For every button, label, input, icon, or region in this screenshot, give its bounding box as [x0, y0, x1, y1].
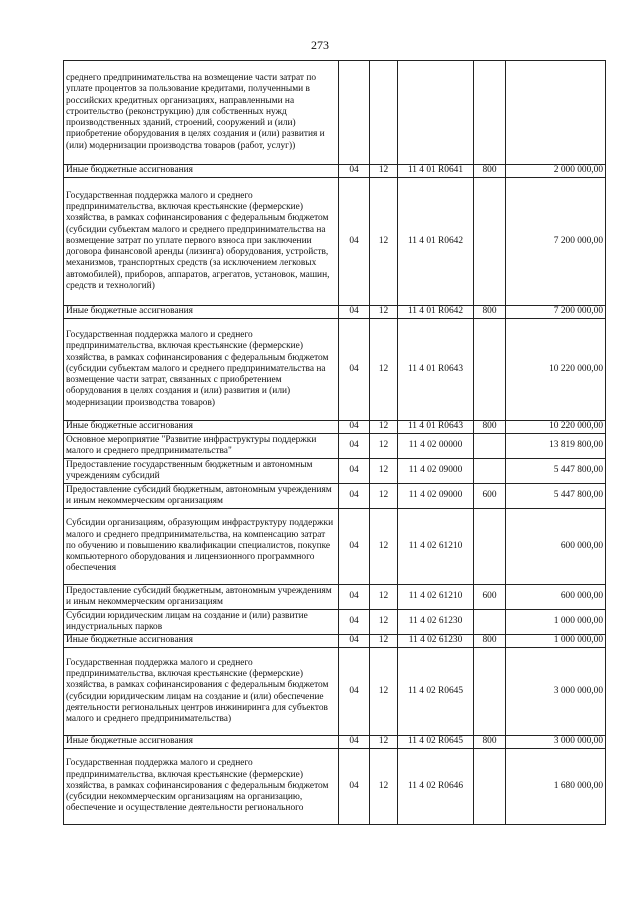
- table-row: [64, 648, 606, 736]
- row-description: Субсидии организациям, образующим инфраструктуру поддержки малого и среднего предпринимательства, на компенсацию затрат по обучению и повышению квалификации специалистов, покупке компьютерного оборудования и лицензионного программного обеспечения: [64, 509, 339, 585]
- row-description: Государственная поддержка малого и среднего предпринимательства, включая крестьянские (фермерские) хозяйства, в рамках софинансирования с федеральным бюджетом (субсидии субъектам малого и среднего предпринимательства на возмещение части затрат, связанных с приобретением оборудования в целях создания и (или) развития и (или) модернизации производства товаров): [64, 319, 339, 421]
- row-amount: 10 220 000,00: [506, 319, 606, 421]
- table-row: [64, 178, 606, 306]
- row-amount: 1 680 000,00: [506, 749, 606, 825]
- row-amount: 7 200 000,00: [506, 178, 606, 306]
- row-type: [474, 610, 506, 635]
- row-type: 800: [474, 165, 506, 178]
- row-subsection: 12: [370, 459, 398, 484]
- row-description: среднего предпринимательства на возмещение части затрат по уплате процентов за пользование кредитами, полученными в российских кредитных организациях, направленными на строительство (реконструкцию) для собственных нужд производственных зданий, строений, сооружений и (или) приобретение оборудования в целях создания и (или) развития и (или) модернизации производства товаров (работ, услуг)): [64, 61, 339, 165]
- row-amount: 600 000,00: [506, 585, 606, 610]
- table-row: [64, 434, 606, 459]
- row-target: 11 4 01 R0641: [398, 165, 474, 178]
- row-description: Предоставление субсидий бюджетным, автономным учреждениям и иным некоммерческим организациям: [64, 585, 339, 610]
- page-number: 273: [311, 38, 329, 52]
- row-section: [339, 61, 370, 165]
- row-section: 04: [339, 648, 370, 736]
- row-target: 11 4 01 R0643: [398, 421, 474, 434]
- row-section: 04: [339, 178, 370, 306]
- row-subsection: 12: [370, 736, 398, 749]
- budget-table: [63, 60, 606, 825]
- row-type: [474, 749, 506, 825]
- row-target: 11 4 02 R0646: [398, 749, 474, 825]
- row-description: Предоставление государственным бюджетным и автономным учреждениям субсидий: [64, 459, 339, 484]
- row-type: [474, 319, 506, 421]
- row-description: Иные бюджетные ассигнования: [64, 165, 339, 178]
- table-row: [64, 484, 606, 509]
- row-subsection: 12: [370, 484, 398, 509]
- row-amount: 5 447 800,00: [506, 459, 606, 484]
- table-row: [64, 610, 606, 635]
- row-type: [474, 178, 506, 306]
- row-amount: 3 000 000,00: [506, 648, 606, 736]
- row-target: 11 4 02 61210: [398, 509, 474, 585]
- row-section: 04: [339, 585, 370, 610]
- row-description: Государственная поддержка малого и среднего предпринимательства, включая крестьянские (фермерские) хозяйства, в рамках софинансирования с федеральным бюджетом (субсидии субъектам малого и среднего предпринимательства на возмещение затрат по уплате первого взноса при заключении договора финансовой аренды (лизинга) оборудования, устройств, механизмов, транспортных средств (за исключением легковых автомобилей), приборов, аппаратов, агрегатов, установок, машин, средств и технологий): [64, 178, 339, 306]
- row-section: 04: [339, 165, 370, 178]
- row-description: Иные бюджетные ассигнования: [64, 306, 339, 319]
- row-section: 04: [339, 421, 370, 434]
- row-target: [398, 61, 474, 165]
- row-amount: 600 000,00: [506, 509, 606, 585]
- row-type: [474, 459, 506, 484]
- row-type: [474, 648, 506, 736]
- row-subsection: 12: [370, 635, 398, 648]
- table-row: [64, 509, 606, 585]
- row-amount: 7 200 000,00: [506, 306, 606, 319]
- row-description: Иные бюджетные ассигнования: [64, 736, 339, 749]
- row-section: 04: [339, 736, 370, 749]
- row-type: [474, 509, 506, 585]
- row-description: Субсидии юридическим лицам на создание и (или) развитие индустриальных парков: [64, 610, 339, 635]
- row-section: 04: [339, 434, 370, 459]
- row-amount: 1 000 000,00: [506, 635, 606, 648]
- row-amount: 3 000 000,00: [506, 736, 606, 749]
- row-target: 11 4 01 R0643: [398, 319, 474, 421]
- row-amount: 1 000 000,00: [506, 610, 606, 635]
- row-description: Иные бюджетные ассигнования: [64, 635, 339, 648]
- row-section: 04: [339, 306, 370, 319]
- row-description: Предоставление субсидий бюджетным, автономным учреждениям и иным некоммерческим организациям: [64, 484, 339, 509]
- row-subsection: 12: [370, 509, 398, 585]
- table-row: [64, 585, 606, 610]
- row-section: 04: [339, 610, 370, 635]
- row-type: 800: [474, 736, 506, 749]
- row-description: Государственная поддержка малого и среднего предпринимательства, включая крестьянские (фермерские) хозяйства, в рамках софинансирования с федеральным бюджетом (субсидии юридическим лицам на создание и (или) обеспечение деятельности региональных центров инжиниринга для субъектов малого и среднего предпринимательства): [64, 648, 339, 736]
- table-row: [64, 165, 606, 178]
- row-target: 11 4 02 09000: [398, 459, 474, 484]
- row-subsection: 12: [370, 749, 398, 825]
- row-amount: 2 000 000,00: [506, 165, 606, 178]
- row-section: 04: [339, 749, 370, 825]
- row-target: 11 4 01 R0642: [398, 306, 474, 319]
- row-type: 800: [474, 635, 506, 648]
- row-subsection: 12: [370, 434, 398, 459]
- row-target: 11 4 02 09000: [398, 484, 474, 509]
- row-subsection: 12: [370, 306, 398, 319]
- row-subsection: 12: [370, 165, 398, 178]
- row-amount: 10 220 000,00: [506, 421, 606, 434]
- row-type: [474, 61, 506, 165]
- row-target: 11 4 01 R0642: [398, 178, 474, 306]
- row-section: 04: [339, 459, 370, 484]
- table-row: [64, 319, 606, 421]
- row-target: 11 4 02 R0645: [398, 736, 474, 749]
- row-subsection: 12: [370, 585, 398, 610]
- row-amount: 13 819 800,00: [506, 434, 606, 459]
- row-subsection: 12: [370, 610, 398, 635]
- row-type: 800: [474, 306, 506, 319]
- row-section: 04: [339, 484, 370, 509]
- row-amount: 5 447 800,00: [506, 484, 606, 509]
- row-type: 600: [474, 484, 506, 509]
- row-subsection: [370, 61, 398, 165]
- row-type: 600: [474, 585, 506, 610]
- row-subsection: 12: [370, 421, 398, 434]
- row-subsection: 12: [370, 178, 398, 306]
- table-row: [64, 421, 606, 434]
- row-description: Государственная поддержка малого и среднего предпринимательства, включая крестьянские (фермерские) хозяйства, в рамках софинансирования с федеральным бюджетом (субсидии некоммерческим организациям на организацию, обеспечение и осуществление деятельности регионального: [64, 749, 339, 825]
- row-section: 04: [339, 635, 370, 648]
- row-subsection: 12: [370, 648, 398, 736]
- row-section: 04: [339, 319, 370, 421]
- table-row: [64, 459, 606, 484]
- row-target: 11 4 02 61230: [398, 635, 474, 648]
- row-target: 11 4 02 61210: [398, 585, 474, 610]
- table-row: [64, 306, 606, 319]
- row-target: 11 4 02 00000: [398, 434, 474, 459]
- row-description: Основное мероприятие "Развитие инфраструктуры поддержки малого и среднего предпринимательства": [64, 434, 339, 459]
- table-row: [64, 61, 606, 165]
- table-row: [64, 749, 606, 825]
- table-row: [64, 635, 606, 648]
- row-amount: [506, 61, 606, 165]
- row-description: Иные бюджетные ассигнования: [64, 421, 339, 434]
- row-subsection: 12: [370, 319, 398, 421]
- row-target: 11 4 02 61230: [398, 610, 474, 635]
- row-type: 800: [474, 421, 506, 434]
- table-row: [64, 736, 606, 749]
- row-type: [474, 434, 506, 459]
- row-target: 11 4 02 R0645: [398, 648, 474, 736]
- row-section: 04: [339, 509, 370, 585]
